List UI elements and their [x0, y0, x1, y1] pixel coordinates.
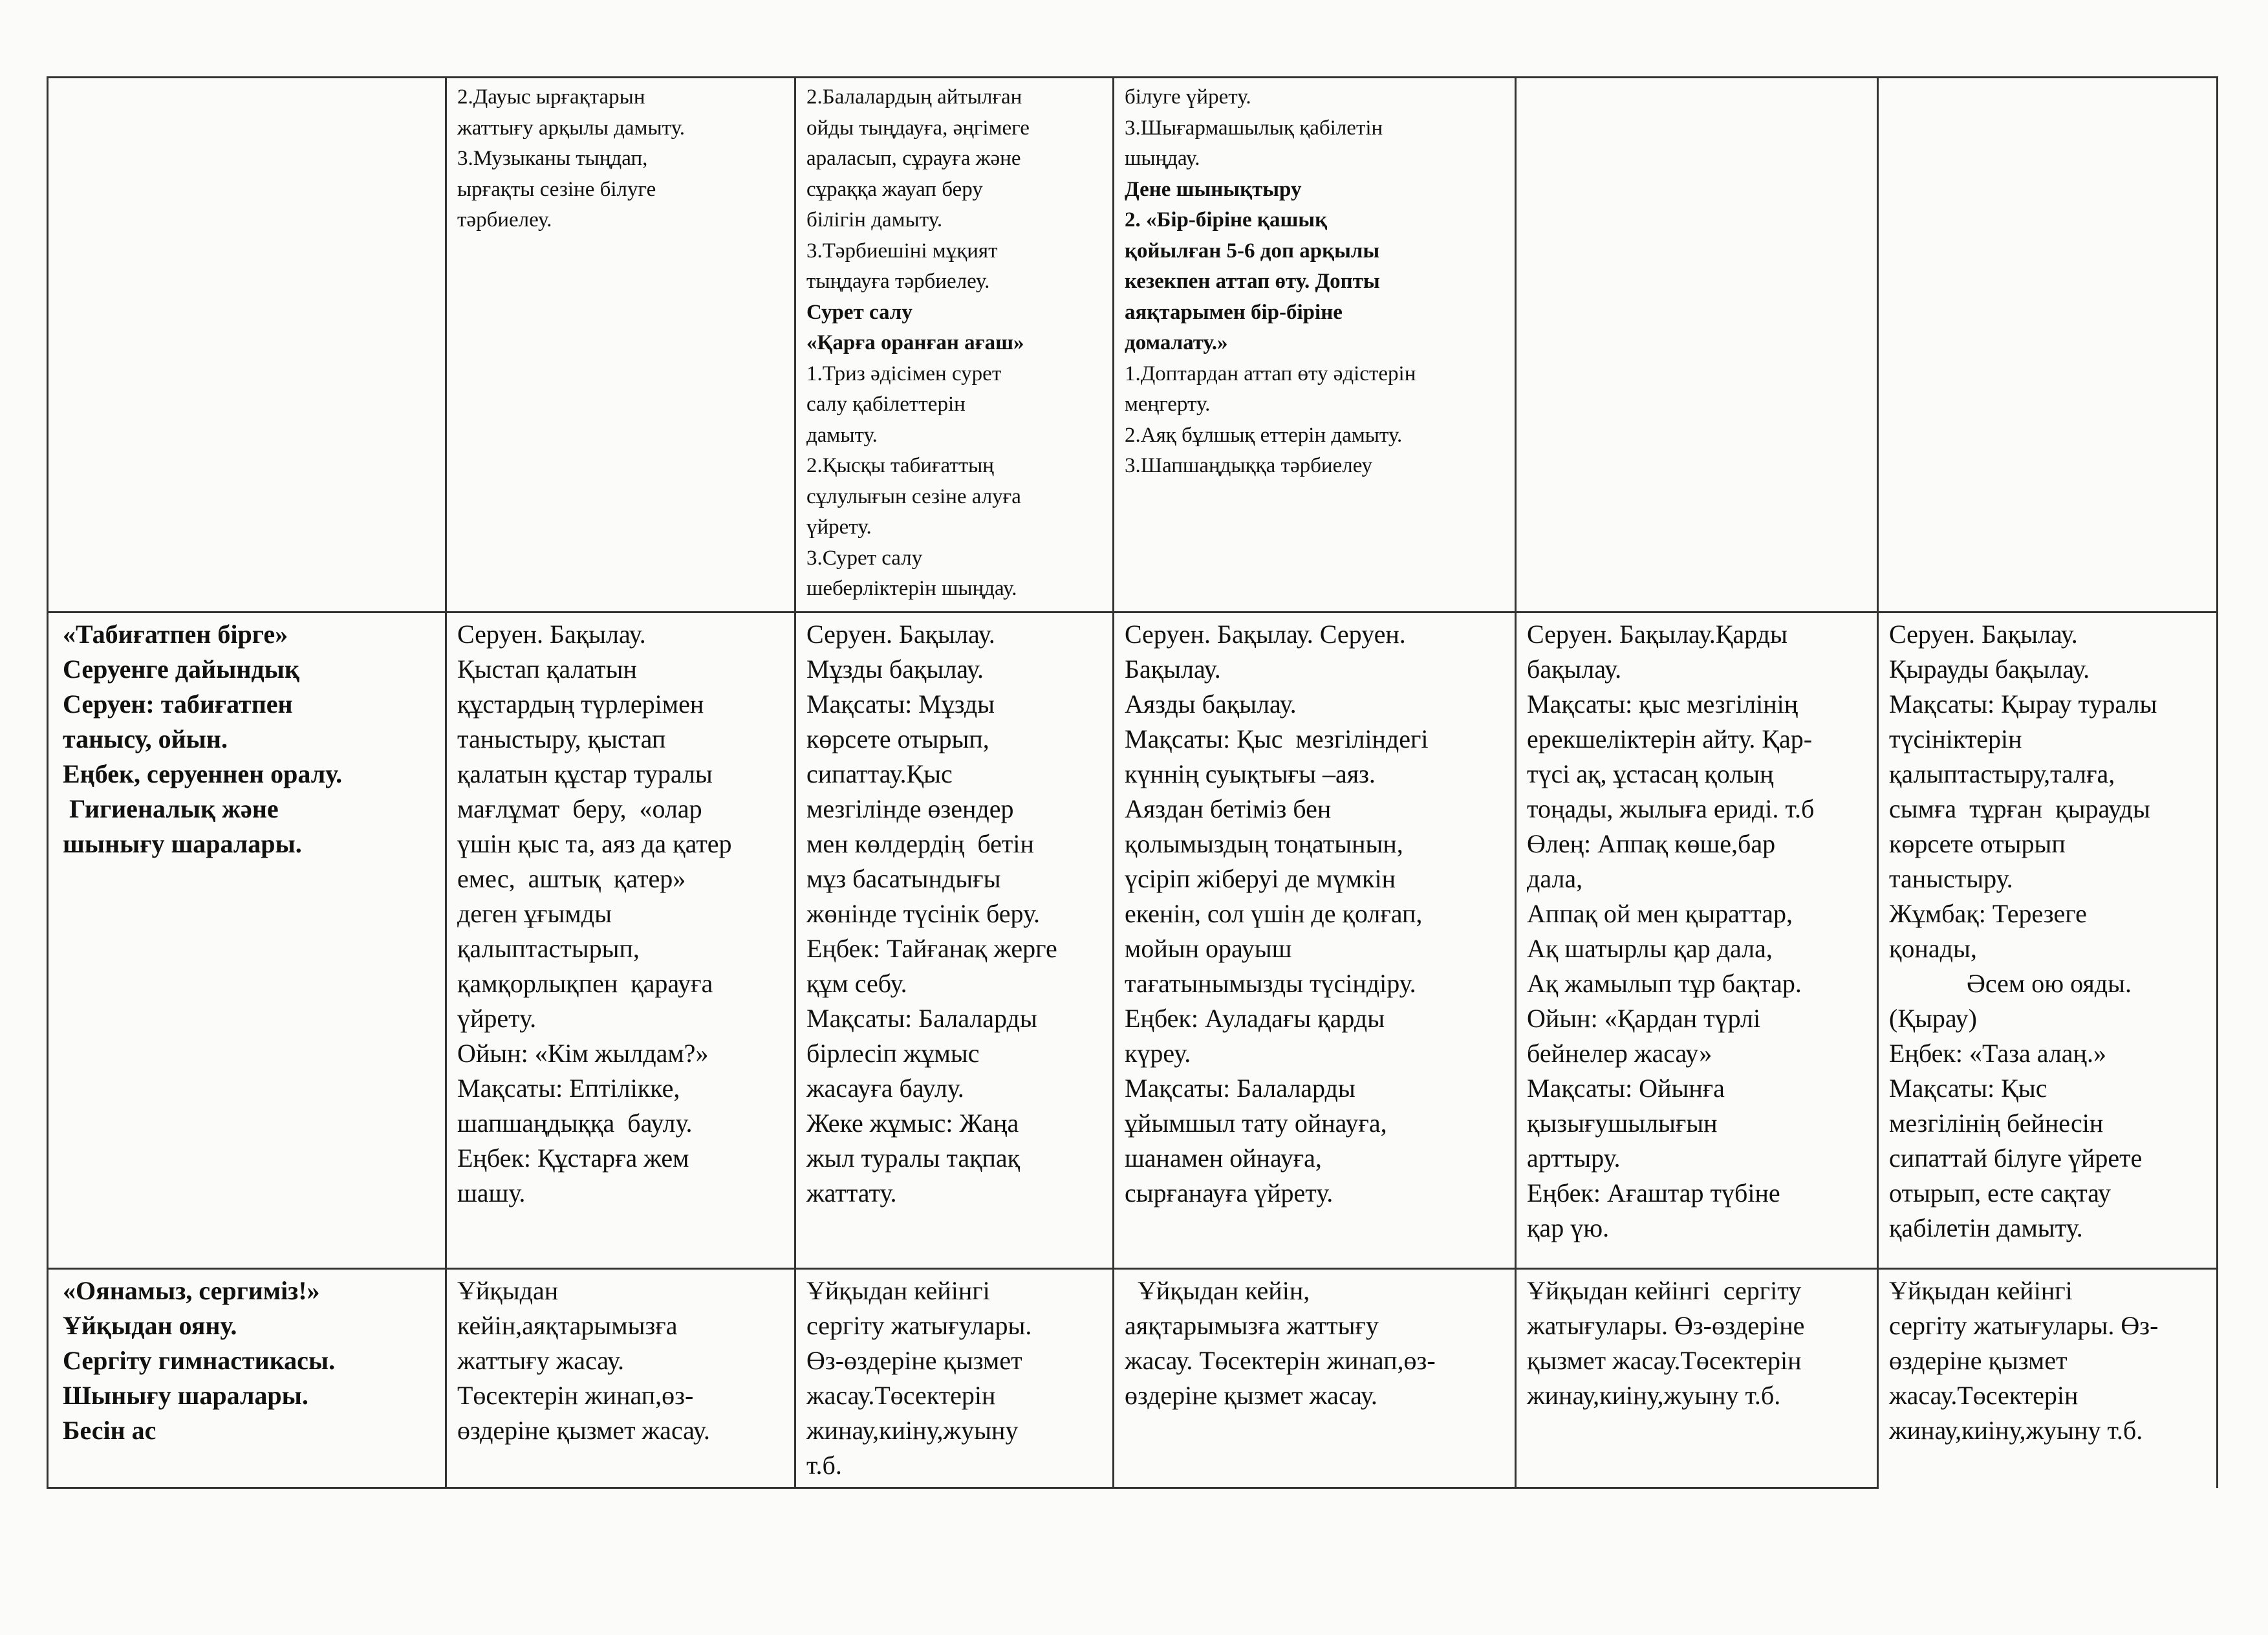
text-line: үсіріп жіберуі де мүмкін: [1125, 864, 1396, 893]
row-heading-wake-up: [48, 1269, 446, 1488]
text-line: (Қырау): [1889, 1004, 1977, 1033]
cell-walk-day4: [1516, 612, 1878, 1269]
text-line: қолымыздың тоңатынын,: [1125, 829, 1403, 858]
text-line: Ақ жамылып тұр бақтар.: [1527, 969, 1802, 998]
cell-walk-day5: [1878, 612, 2218, 1269]
text-line: қызмет жасау.Төсектерін: [1527, 1346, 1802, 1375]
text-line: қабілетін дамыту.: [1889, 1213, 2083, 1242]
text-line: шапшаңдыққа баулу.: [457, 1109, 693, 1138]
text-line: қызығушылығын: [1527, 1109, 1718, 1138]
text-line: 3.Шапшаңдыққа тәрбиелеу: [1125, 454, 1373, 477]
text-line: Сурет салу: [806, 300, 913, 324]
text-line: Қырауды бақылау.: [1889, 655, 2090, 684]
text-line: Мақсаты: Ойынға: [1527, 1074, 1725, 1103]
text-line: шашу.: [457, 1178, 526, 1207]
text-line: көрсете отырып,: [806, 724, 989, 753]
text-line: күреу.: [1125, 1039, 1191, 1068]
cell-empty-day4: [1516, 78, 1878, 612]
text-line: жасауға баулу.: [806, 1074, 964, 1103]
text-line: Ұйқыдан кейінгі: [806, 1276, 990, 1305]
text-line: Аппақ ой мен қыраттар,: [1527, 899, 1793, 928]
text-line: өздеріне қызмет жасау.: [457, 1416, 710, 1445]
cell-empty-heading: [48, 78, 446, 612]
text-line: 3.Тәрбиешіні мұқият: [806, 239, 998, 263]
text-line: 2. «Бір-біріне қашық: [1125, 208, 1328, 232]
text-line: ұйымшыл тату ойнауға,: [1125, 1109, 1387, 1138]
text-line: сұлулығын сезіне алуға: [806, 484, 1021, 508]
text-line: жинау,киіну,жуыну т.б.: [1527, 1381, 1781, 1410]
text-line: үшін қыс та, аяз да қатер: [457, 829, 732, 858]
text-line: сергіту жатығулары. Өз-: [1889, 1311, 2159, 1340]
text-line: сипаттай білуге үйрете: [1889, 1143, 2143, 1173]
text-line: Ақ шатырлы қар дала,: [1527, 934, 1773, 963]
text-line: жаттығу жасау.: [457, 1346, 624, 1375]
text-line: дамыту.: [806, 423, 878, 447]
table-row-walk: [48, 612, 2218, 1269]
text-line: үйрету.: [457, 1004, 537, 1033]
text-line: Ұйқыдан кейінгі: [1889, 1276, 2073, 1305]
text-line: Дене шынықтыру: [1125, 177, 1302, 201]
text-line: Еңбек: Ауладағы қарды: [1125, 1004, 1385, 1033]
text-line: тоңады, жылыға ериді. т.б: [1527, 794, 1815, 823]
text-line: сұраққа жауап беру: [806, 177, 983, 201]
text-line: қамқорлықпен қарауға: [457, 969, 713, 998]
text-line: 2.Қысқы табиғаттың: [806, 454, 994, 477]
text-line: қонады,: [1889, 934, 1977, 963]
text-line: сипаттау.Қыс: [806, 759, 953, 788]
text-line: меңгерту.: [1125, 393, 1211, 416]
text-line: Мұзды бақылау.: [806, 655, 984, 684]
text-line: жөнінде түсінік беру.: [806, 899, 1041, 928]
text-line: қар үю.: [1527, 1213, 1610, 1242]
text-line: үйрету.: [806, 515, 872, 539]
text-line: Төсектерін жинап,өз-: [457, 1381, 694, 1410]
text-line: Еңбек: Ағаштар түбіне: [1527, 1178, 1780, 1207]
cell-walk-day2: [795, 612, 1114, 1269]
text-line: Өлең: Аппақ көше,бар: [1527, 829, 1776, 858]
cell-wake-day1: [446, 1269, 795, 1488]
text-line: бейнелер жасау»: [1527, 1039, 1712, 1068]
text-line: Мақсаты: Қыс мезгіліндегі: [1125, 724, 1429, 753]
text-line: жинау,киіну,жуыну: [806, 1416, 1019, 1445]
text-line: аяқтарымызға жаттығу: [1125, 1311, 1379, 1340]
text-line: Еңбек: Құстарға жем: [457, 1143, 689, 1173]
text-line: Әсем ою ояды.: [1889, 969, 2132, 998]
text-line: Аязды бақылау.: [1125, 689, 1297, 719]
text-line: өздеріне қызмет: [1889, 1346, 2068, 1375]
text-line: Серуенге дайындық: [63, 655, 299, 684]
text-line: танысу, ойын.: [63, 724, 228, 753]
text-line: араласып, сұрауға және: [806, 147, 1021, 170]
text-line: мойын орауыш: [1125, 934, 1292, 963]
text-line: жаттығу арқылы дамыту.: [457, 116, 686, 140]
text-line: Ойын: «Кім жылдам?»: [457, 1039, 709, 1068]
daily-plan-table: [47, 76, 2218, 1489]
text-line: қалыптастыру,талға,: [1889, 759, 2115, 788]
text-line: Еңбек: Тайғанақ жерге: [806, 934, 1057, 963]
text-line: арттыру.: [1527, 1143, 1621, 1173]
text-line: Ұйқыдан ояну.: [63, 1311, 237, 1340]
text-line: Бақылау.: [1125, 655, 1221, 684]
text-line: аяқтарымен бір-біріне: [1125, 300, 1343, 324]
text-line: жасау.Төсектерін: [1889, 1381, 2079, 1410]
text-line: күннің суықтығы –аяз.: [1125, 759, 1376, 788]
row-heading-walk: [48, 612, 446, 1269]
text-line: 1.Триз әдісімен сурет: [806, 362, 1002, 385]
text-line: дала,: [1527, 864, 1583, 893]
text-line: отырып, есте сақтау: [1889, 1178, 2111, 1207]
text-line: Мақсаты: Мұзды: [806, 689, 995, 719]
text-line: кейін,аяқтарымызға: [457, 1311, 678, 1340]
cell-walk-day3: [1114, 612, 1516, 1269]
text-line: білігін дамыту.: [806, 208, 943, 232]
text-line: Серуен. Бақылау.: [806, 620, 995, 649]
text-line: Мақсаты: қыс мезгілінің: [1527, 689, 1798, 719]
text-line: 2.Балалардың айтылған: [806, 85, 1022, 109]
cell-empty-day5: [1878, 78, 2218, 612]
cell-wake-day5: [1878, 1269, 2218, 1488]
text-line: Мақсаты: Қырау туралы: [1889, 689, 2157, 719]
text-line: Шынығу шаралары.: [63, 1381, 308, 1410]
text-line: 3.Шығармашылық қабілетін: [1125, 116, 1383, 140]
text-line: Серуен. Бақылау.: [1889, 620, 2078, 649]
cell-wake-day4: [1516, 1269, 1878, 1488]
text-line: Сергіту гимнастикасы.: [63, 1346, 336, 1375]
text-line: Ұйқыдан кейін,: [1125, 1276, 1310, 1305]
text-line: салу қабілеттерін: [806, 393, 966, 416]
text-line: Еңбек: «Таза алаң.»: [1889, 1039, 2106, 1068]
text-line: екенін, сол үшін де қолғап,: [1125, 899, 1423, 928]
text-line: Гигиеналық және: [63, 794, 279, 823]
text-line: сергіту жатығулары.: [806, 1311, 1032, 1340]
text-line: 2.Дауыс ырғақтарын: [457, 85, 645, 109]
table-row-continued-activities: [48, 78, 2218, 612]
text-line: Еңбек, серуеннен оралу.: [63, 759, 343, 788]
text-line: жыл туралы тақпақ: [806, 1143, 1021, 1173]
text-line: тәрбиелеу.: [457, 208, 552, 232]
table-row-wake-up: [48, 1269, 2218, 1488]
text-line: 2.Аяқ бұлшық еттерін дамыту.: [1125, 423, 1403, 447]
cell-music-objectives: [446, 78, 795, 612]
text-line: қалыптастырып,: [457, 934, 640, 963]
text-line: құстардың түрлерімен: [457, 689, 704, 719]
text-line: көрсете отырып: [1889, 829, 2066, 858]
cell-speech-drawing-objectives: [795, 78, 1114, 612]
text-line: Серуен. Бақылау.Қарды: [1527, 620, 1787, 649]
text-line: «Қарға оранған ағаш»: [806, 331, 1024, 354]
text-line: түсі ақ, ұстасаң қолың: [1527, 759, 1774, 788]
text-line: т.б.: [806, 1451, 842, 1480]
cell-walk-day1: [446, 612, 795, 1269]
text-line: 3.Музыканы тыңдап,: [457, 147, 648, 170]
text-line: мезгілінде өзендер: [806, 794, 1014, 823]
text-line: жатығулары. Өз-өздеріне: [1527, 1311, 1805, 1340]
text-line: мезгілінің бейнесін: [1889, 1109, 2104, 1138]
text-line: 1.Доптардан аттап өту әдістерін: [1125, 362, 1416, 385]
text-line: түсініктерін: [1889, 724, 2022, 753]
text-line: ойды тыңдауға, әңгімеге: [806, 116, 1030, 140]
text-line: сырғанауға үйрету.: [1125, 1178, 1334, 1207]
cell-physical-education: [1114, 78, 1516, 612]
text-line: шанамен ойнауға,: [1125, 1143, 1322, 1173]
text-line: таныстыру.: [1889, 864, 2013, 893]
text-line: тыңдауға тәрбиелеу.: [806, 270, 990, 293]
text-line: жасау.Төсектерін: [806, 1381, 996, 1410]
text-line: шыңдау.: [1125, 147, 1200, 170]
text-line: Мақсаты: Ептілікке,: [457, 1074, 680, 1103]
text-line: Ойын: «Қардан түрлі: [1527, 1004, 1761, 1033]
text-line: білуге үйрету.: [1125, 85, 1251, 109]
text-line: мен көлдердің бетін: [806, 829, 1034, 858]
cell-wake-day2: [795, 1269, 1114, 1488]
text-line: тағатынымызды түсіндіру.: [1125, 969, 1416, 998]
text-line: шеберліктерін шыңдау.: [806, 577, 1017, 600]
text-line: жаттату.: [806, 1178, 897, 1207]
text-line: ырғақты сезіне білуге: [457, 177, 656, 201]
text-line: қойылған 5-6 доп арқылы: [1125, 239, 1380, 263]
text-line: Мақсаты: Балаларды: [806, 1004, 1037, 1033]
text-line: домалату.»: [1125, 331, 1228, 354]
text-line: бақылау.: [1527, 655, 1622, 684]
text-line: өздеріне қызмет жасау.: [1125, 1381, 1377, 1410]
text-line: кезекпен аттап өту. Допты: [1125, 270, 1380, 293]
text-line: Серуен: табиғатпен: [63, 689, 293, 719]
text-line: сымға тұрған қырауды: [1889, 794, 2150, 823]
text-line: Аяздан бетіміз бен: [1125, 794, 1332, 823]
text-line: емес, аштық қатер»: [457, 864, 686, 893]
text-line: «Табиғатпен бірге»: [63, 620, 288, 649]
text-line: шынығу шаралары.: [63, 829, 302, 858]
text-line: мұз басатындығы: [806, 864, 1001, 893]
text-line: ерекшеліктерін айту. Қар-: [1527, 724, 1813, 753]
text-line: Қыстап қалатын: [457, 655, 637, 684]
text-line: бірлесіп жұмыс: [806, 1039, 980, 1068]
text-line: «Оянамыз, сергиміз!»: [63, 1276, 320, 1305]
text-line: Мақсаты: Балаларды: [1125, 1074, 1355, 1103]
text-line: құм себу.: [806, 969, 907, 998]
text-line: Серуен. Бақылау.: [457, 620, 646, 649]
text-line: 3.Сурет салу: [806, 546, 923, 570]
text-line: Бесін ас: [63, 1416, 157, 1445]
text-line: Ұйқыдан: [457, 1276, 559, 1305]
text-line: жасау. Төсектерін жинап,өз-: [1125, 1346, 1436, 1375]
text-line: Ұйқыдан кейінгі сергіту: [1527, 1276, 1802, 1305]
text-line: мағлұмат беру, «олар: [457, 794, 702, 823]
text-line: Мақсаты: Қыс: [1889, 1074, 2047, 1103]
text-line: деген ұғымды: [457, 899, 612, 928]
text-line: Жеке жұмыс: Жаңа: [806, 1109, 1019, 1138]
text-line: Жұмбақ: Терезеге: [1889, 899, 2087, 928]
text-line: қалатын құстар туралы: [457, 759, 713, 788]
text-line: таныстыру, қыстап: [457, 724, 666, 753]
text-line: Серуен. Бақылау. Серуен.: [1125, 620, 1406, 649]
text-line: Өз-өздеріне қызмет: [806, 1346, 1022, 1375]
cell-wake-day3: [1114, 1269, 1516, 1488]
text-line: жинау,киіну,жуыну т.б.: [1889, 1416, 2143, 1445]
